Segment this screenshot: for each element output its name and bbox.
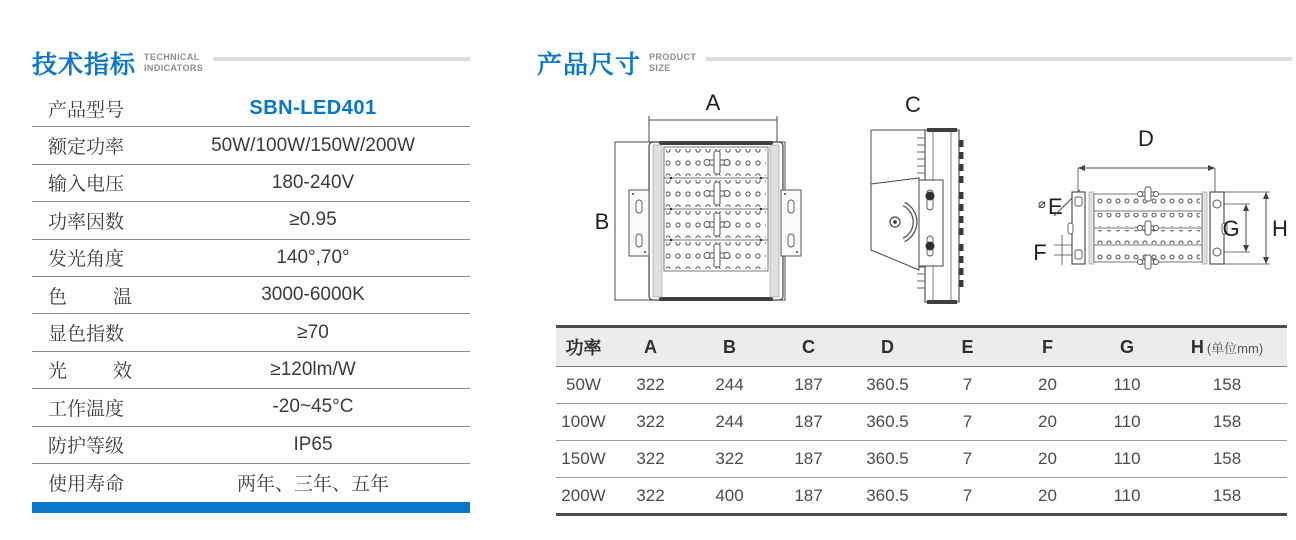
spec-label: 光效 (48, 361, 132, 383)
cell: 322 (636, 375, 665, 394)
cell: 50W (566, 375, 601, 394)
cell: 110 (1113, 449, 1141, 468)
spec-row-model (32, 90, 470, 127)
spec-value: 50W/100W/150W/200W (211, 134, 415, 156)
cell: 200W (561, 485, 606, 505)
spec-label: 功率因数 (48, 211, 125, 233)
diameter-symbol: ⌀ (1038, 196, 1046, 211)
spec-label: 防护等级 (48, 436, 125, 458)
cell: 244 (715, 412, 744, 431)
table-row-100w (556, 404, 1287, 441)
cell: 110 (1113, 485, 1141, 505)
cell: 187 (794, 412, 823, 431)
cell: 187 (794, 375, 823, 394)
dim-label-F: F (1033, 240, 1047, 265)
cell: 150W (561, 449, 606, 468)
cell: 158 (1212, 485, 1242, 505)
col-header-h (1167, 327, 1287, 367)
cell: 158 (1212, 412, 1242, 431)
cell: 7 (962, 412, 973, 431)
col-header-f: F (1042, 336, 1053, 357)
section-title-en (649, 52, 696, 74)
cell: 110 (1113, 375, 1141, 394)
col-header-g: G (1119, 336, 1134, 357)
spec-label: 工作温度 (48, 398, 125, 420)
spec-row-power-factor (32, 202, 470, 239)
pivot-bracket (871, 178, 943, 270)
cell: 158 (1212, 375, 1242, 394)
led-module (666, 211, 766, 238)
spec-value: IP65 (293, 433, 333, 455)
cell: 322 (715, 449, 744, 468)
mounting-bracket-right (781, 190, 801, 256)
spec-row-lifespan (32, 464, 470, 500)
cell: 110 (1113, 412, 1141, 431)
dim-label-G: G (1222, 216, 1240, 241)
mounting-bracket-left (629, 190, 649, 256)
rear-view-drawing (1024, 124, 1292, 302)
section-title-cn: 产品尺寸 (537, 51, 642, 79)
dimension-drawings (537, 82, 1292, 324)
dim-label-H: H (1272, 216, 1288, 241)
cell: 360.5 (866, 375, 909, 394)
spec-label: 色温 (48, 286, 132, 308)
led-module (666, 242, 766, 269)
spec-row-efficacy (32, 352, 470, 389)
cell: 158 (1212, 449, 1242, 468)
spec-label: 产品型号 (48, 99, 125, 121)
spec-row-beam-angle (32, 240, 470, 277)
dim-label-D: D (1138, 126, 1154, 151)
cell: 7 (962, 375, 973, 394)
spec-value: 3000-6000K (261, 284, 365, 306)
spec-row-ip-rating (32, 427, 470, 464)
cell: 360.5 (866, 412, 909, 431)
section-title-en-line1: PRODUCT (649, 52, 697, 63)
dim-label-C: C (905, 92, 921, 117)
spec-value: ≥120lm/W (270, 358, 356, 380)
spec-value: -20~45°C (272, 396, 354, 418)
table-row-200w (556, 478, 1287, 515)
end-plate-left (1068, 192, 1085, 264)
side-view-drawing (855, 94, 990, 316)
section-title-en (144, 52, 203, 74)
spec-value: ≥70 (297, 321, 329, 343)
cell: 7 (962, 485, 973, 505)
spec-value: 140°,70° (276, 246, 350, 268)
dimension-table-header-row (556, 327, 1287, 367)
cell: 360.5 (866, 449, 909, 468)
cell: 322 (636, 412, 665, 431)
spec-value: ≥0.95 (289, 209, 337, 231)
spec-value: 两年、三年、五年 (236, 473, 389, 495)
cell: 20 (1038, 485, 1057, 505)
spec-label: 显色指数 (48, 324, 125, 346)
led-module (666, 149, 766, 176)
cell: 400 (715, 485, 744, 505)
section-title-en-line2: INDICATORS (144, 63, 204, 73)
cell: 187 (794, 485, 823, 505)
col-header-power: 功率 (565, 338, 602, 358)
section-title-en-line1: TECHNICAL (144, 52, 200, 63)
cell: 187 (794, 449, 823, 468)
cell: 20 (1038, 412, 1057, 431)
dim-label-A: A (705, 90, 721, 115)
cell: 322 (636, 485, 665, 505)
header-rule (213, 57, 470, 61)
unit-note: (单位mm) (1206, 340, 1264, 356)
spec-label: 输入电压 (48, 174, 125, 196)
dimension-table (556, 325, 1287, 516)
size-section-header (537, 44, 1292, 82)
spec-row-rated-power (32, 127, 470, 164)
cell: 360.5 (866, 485, 909, 505)
led-module (666, 180, 766, 207)
cell: 100W (561, 412, 606, 431)
spec-table (32, 90, 470, 500)
spec-row-cri (32, 314, 470, 351)
product-size-section (537, 44, 1292, 505)
col-header-h-label: H (1190, 336, 1204, 357)
table-row-150w (556, 441, 1287, 478)
col-header-a: A (644, 336, 657, 357)
cell: 20 (1038, 449, 1057, 468)
spec-label: 使用寿命 (48, 473, 125, 495)
col-header-b: B (723, 336, 736, 357)
table-row-50w (556, 367, 1287, 404)
technical-indicators-section (32, 44, 470, 513)
cell: 244 (715, 375, 744, 394)
col-header-d: D (881, 336, 894, 357)
spec-label: 额定功率 (48, 137, 125, 159)
section-title-en-line2: SIZE (649, 63, 671, 73)
accent-bar (32, 502, 470, 513)
header-rule (706, 57, 1292, 61)
spec-row-color-temp (32, 277, 470, 314)
front-view-drawing (593, 92, 807, 314)
cell: 322 (636, 449, 665, 468)
heatsink-fins (959, 140, 964, 287)
spec-row-working-temp (32, 389, 470, 426)
dim-label-B: B (594, 209, 610, 234)
spec-value-model: SBN-LED401 (249, 96, 377, 119)
cell: 7 (962, 449, 973, 468)
technical-section-header (32, 44, 470, 82)
cell: 20 (1038, 375, 1057, 394)
dim-label-E: E (1048, 194, 1063, 219)
col-header-c: C (802, 336, 815, 357)
col-header-e: E (961, 336, 974, 357)
spec-label: 发光角度 (48, 249, 125, 271)
section-title-cn: 技术指标 (32, 51, 137, 79)
spec-value: 180-240V (271, 171, 355, 193)
spec-row-input-voltage (32, 165, 470, 202)
